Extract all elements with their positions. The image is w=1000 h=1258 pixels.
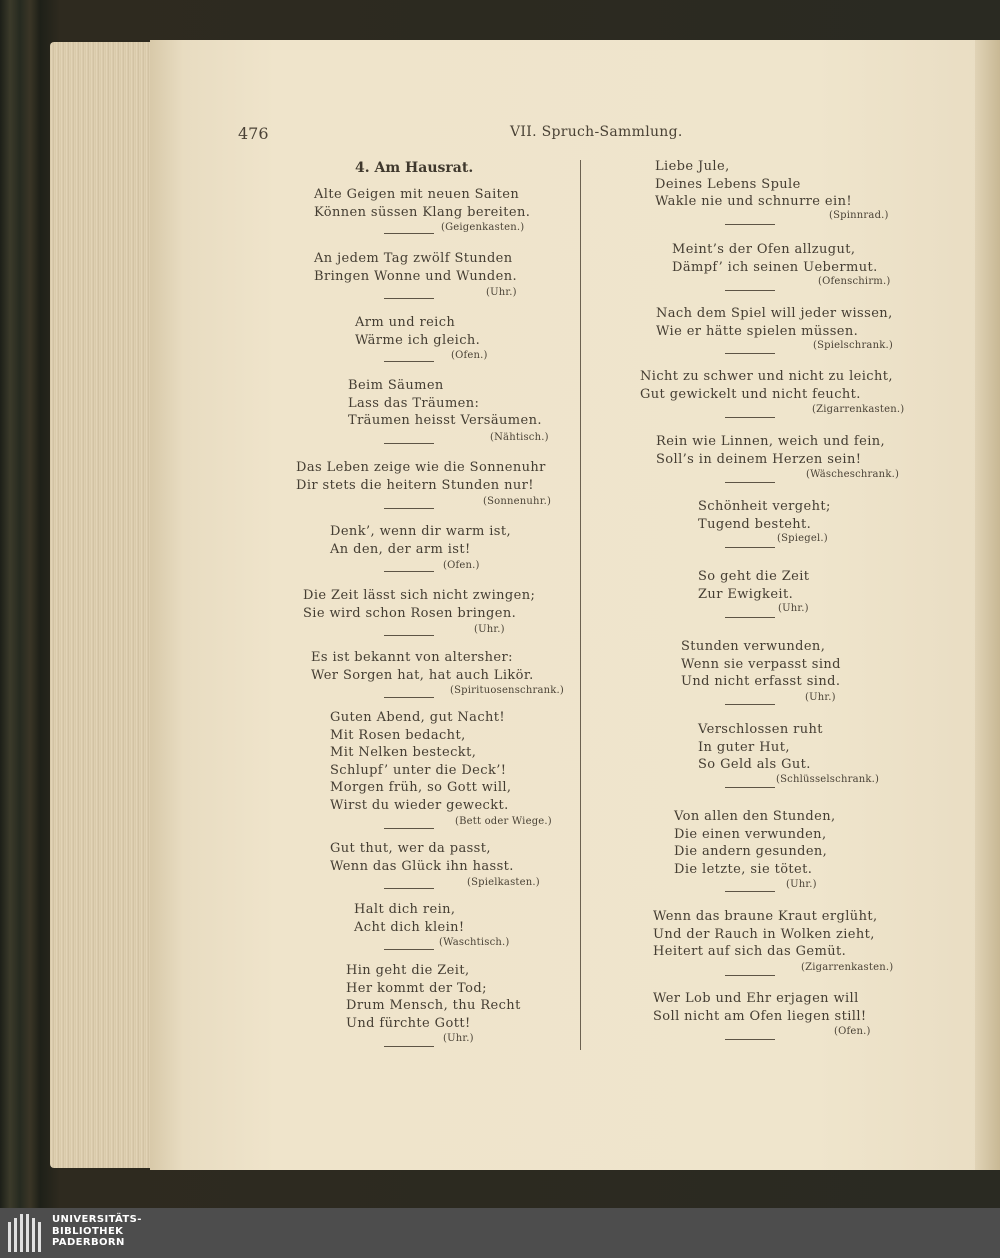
poem-ofen <box>355 314 480 349</box>
logo-line: UNIVERSITÄTS- <box>52 1214 142 1225</box>
verse-line: Wenn sie verpasst sind <box>681 656 841 672</box>
verse-line: Gut thut, wer da passt, <box>330 841 491 856</box>
verse-line: Lass das Träumen: <box>348 395 480 411</box>
page-header <box>0 124 1000 144</box>
verse-line: Wer Sorgen hat, hat auch Likör. <box>311 667 534 683</box>
verse-line: Wirst du wieder geweckt. <box>330 797 509 813</box>
verse-line: Schlupf’ unter die Deck’! <box>330 762 507 778</box>
verse-line: Und der Rauch in Wolken zieht, <box>653 926 875 942</box>
poem-uhr <box>314 250 517 285</box>
verse-line: Dir stets die heitern Stunden nur! <box>296 477 534 493</box>
verse-line: Können süssen Klang bereiten. <box>314 204 531 220</box>
verse-line: Hin geht die Zeit, <box>346 963 470 978</box>
verse-line: Von allen den Stunden, <box>674 809 836 824</box>
separator-rule <box>725 547 775 548</box>
poem-waschtisch <box>354 901 465 936</box>
separator-rule <box>384 298 434 299</box>
poem-spirituosenschrank <box>311 649 534 684</box>
verse-line: Verschlossen ruht <box>698 722 823 737</box>
poem-spiegel <box>698 498 831 533</box>
poem-zigarrenkasten-2 <box>653 908 878 961</box>
object-label: (Spielschrank.) <box>813 340 893 351</box>
verse-line: Mit Rosen bedacht, <box>330 727 466 743</box>
verse-line: Sie wird schon Rosen bringen. <box>303 605 517 621</box>
verse-line: Das Leben zeige wie die Sonnenuhr <box>296 460 546 475</box>
poem-spielkasten <box>330 840 514 875</box>
verse-line: An den, der arm ist! <box>330 541 471 557</box>
object-label: (Spinnrad.) <box>829 210 889 221</box>
verse-line: So Geld als Gut. <box>698 757 811 772</box>
verse-line: Zur Ewigkeit. <box>698 586 794 602</box>
poem-uhr-6 <box>674 808 836 878</box>
verse-line: Liebe Jule, <box>655 159 730 174</box>
object-label: (Uhr.) <box>805 692 836 703</box>
verse-line: In guter Hut, <box>698 739 790 755</box>
verse-line: Her kommt der Tod; <box>346 980 487 996</box>
library-footer <box>0 1208 1000 1258</box>
verse-line: Gut gewickelt und nicht feucht. <box>640 386 861 402</box>
poem-uhr-4 <box>698 568 809 603</box>
object-label: (Uhr.) <box>474 624 505 635</box>
column-divider <box>580 160 581 1050</box>
poem-ofen-2 <box>330 523 511 558</box>
logo-line: BIBLIOTHEK <box>52 1225 124 1237</box>
separator-rule <box>384 828 434 829</box>
poem-zigarrenkasten <box>640 368 893 403</box>
separator-rule <box>725 891 775 892</box>
object-label: (Schlüsselschrank.) <box>776 774 880 785</box>
verse-line: Guten Abend, gut Nacht! <box>330 710 506 725</box>
verse-line: Dämpf’ ich seinen Uebermut. <box>672 259 878 275</box>
separator-rule <box>725 1039 775 1040</box>
verse-line: Morgen früh, so Gott will, <box>330 780 512 795</box>
verse-line: Denk’, wenn dir warm ist, <box>330 524 512 539</box>
object-label: (Wäscheschrank.) <box>806 469 900 480</box>
separator-rule <box>725 417 775 418</box>
poem-spielschrank <box>656 305 893 340</box>
verse-line: Drum Mensch, thu Recht <box>346 998 521 1013</box>
object-label: (Uhr.) <box>486 287 517 298</box>
verse-line: Nicht zu schwer und nicht zu leicht, <box>640 369 893 384</box>
separator-rule <box>725 975 775 976</box>
verse-line: Deines Lebens Spule <box>655 176 801 192</box>
verse-line: Wakle nie und schnurre ein! <box>655 194 852 209</box>
separator-rule <box>725 353 775 354</box>
object-label: (Bett oder Wiege.) <box>455 816 552 827</box>
library-logo-text <box>52 1214 142 1249</box>
poem-bett-oder-wiege <box>330 709 511 814</box>
object-label: (Waschtisch.) <box>439 937 510 948</box>
separator-rule <box>384 233 434 234</box>
section-title: 4. Am Hausrat. <box>355 160 474 176</box>
separator-rule <box>384 635 434 636</box>
object-label: (Spiegel.) <box>777 533 828 544</box>
object-label: (Spirituosenschrank.) <box>450 685 564 696</box>
verse-line: Bringen Wonne und Wunden. <box>314 268 517 284</box>
object-label: (Ofenschirm.) <box>818 276 891 287</box>
poem-waescheschrank <box>656 433 885 468</box>
verse-line: Beim Säumen <box>348 378 444 393</box>
verse-line: Acht dich klein! <box>354 919 465 935</box>
separator-rule <box>384 443 434 444</box>
object-label: (Zigarrenkasten.) <box>812 404 905 415</box>
separator-rule <box>725 482 775 483</box>
page-right-edge <box>975 40 1000 1170</box>
poem-naehtisch <box>348 377 542 430</box>
verse-line: Rein wie Linnen, weich und fein, <box>656 434 886 449</box>
object-label: (Ofen.) <box>451 350 488 361</box>
verse-line: Wie er hätte spielen müssen. <box>656 323 859 339</box>
separator-rule <box>725 704 775 705</box>
verse-line: Tugend besteht. <box>698 516 812 532</box>
verse-line: Und fürchte Gott! <box>346 1015 471 1031</box>
separator-rule <box>725 617 775 618</box>
separator-rule <box>725 224 775 225</box>
verse-line: Nach dem Spiel will jeder wissen, <box>656 306 893 321</box>
separator-rule <box>384 888 434 889</box>
verse-line: Heitert auf sich das Gemüt. <box>653 944 847 959</box>
object-label: (Ofen.) <box>834 1026 871 1037</box>
verse-line: Träumen heisst Versäumen. <box>348 413 542 428</box>
verse-line: An jedem Tag zwölf Stunden <box>314 251 513 266</box>
poem-uhr-5 <box>681 638 841 691</box>
library-logo-icon <box>8 1214 44 1254</box>
verse-line: Schönheit vergeht; <box>698 499 831 514</box>
object-label: (Spielkasten.) <box>467 877 540 888</box>
verse-line: Soll nicht am Ofen liegen still! <box>653 1008 867 1024</box>
object-label: (Nähtisch.) <box>490 432 549 443</box>
poem-geigenkasten <box>314 186 530 221</box>
verse-line: So geht die Zeit <box>698 569 810 584</box>
logo-line: PADERBORN <box>52 1237 125 1248</box>
object-label: (Geigenkasten.) <box>441 222 525 233</box>
verse-line: Halt dich rein, <box>354 902 456 917</box>
verse-line: Mit Nelken besteckt, <box>330 745 477 760</box>
verse-line: Wärme ich gleich. <box>355 332 481 348</box>
poem-uhr-3 <box>346 962 521 1032</box>
object-label: (Uhr.) <box>786 879 817 890</box>
separator-rule <box>384 949 434 950</box>
verse-line: Die andern gesunden, <box>674 844 828 859</box>
separator-rule <box>384 697 434 698</box>
separator-rule <box>384 361 434 362</box>
poem-ofen-3 <box>653 990 867 1025</box>
verse-line: Die letzte, sie tötet. <box>674 861 813 877</box>
verse-line: Alte Geigen mit neuen Saiten <box>314 187 520 202</box>
separator-rule <box>725 290 775 291</box>
verse-line: Und nicht erfasst sind. <box>681 674 841 689</box>
verse-line: Soll’s in deinem Herzen sein! <box>656 451 862 467</box>
verse-line: Wer Lob und Ehr erjagen will <box>653 991 859 1006</box>
poem-ofenschirm <box>672 241 878 276</box>
object-label: (Uhr.) <box>778 603 809 614</box>
poem-uhr-2 <box>303 587 535 622</box>
verse-line: Die Zeit lässt sich nicht zwingen; <box>303 588 536 603</box>
verse-line: Meint’s der Ofen allzugut, <box>672 242 856 257</box>
verse-line: Arm und reich <box>355 315 456 330</box>
object-label: (Uhr.) <box>443 1033 474 1044</box>
verse-line: Es ist bekannt von altersher: <box>311 650 513 665</box>
verse-line: Wenn das braune Kraut erglüht, <box>653 909 878 924</box>
separator-rule <box>384 571 434 572</box>
verse-line: Wenn das Glück ihn hasst. <box>330 858 514 874</box>
page-edges <box>50 42 162 1168</box>
verse-line: Stunden verwunden, <box>681 639 826 654</box>
page-number: 476 <box>238 124 269 143</box>
verse-line: Die einen verwunden, <box>674 826 827 842</box>
separator-rule <box>384 508 434 509</box>
poem-spinnrad <box>655 158 852 211</box>
separator-rule <box>725 787 775 788</box>
object-label: (Ofen.) <box>443 560 480 571</box>
separator-rule <box>384 1046 434 1047</box>
running-head: VII. Spruch-Sammlung. <box>510 124 683 140</box>
poem-schluesselschrank <box>698 721 823 774</box>
poem-sonnenuhr <box>296 459 546 494</box>
object-label: (Zigarrenkasten.) <box>801 962 894 973</box>
object-label: (Sonnenuhr.) <box>483 496 552 507</box>
